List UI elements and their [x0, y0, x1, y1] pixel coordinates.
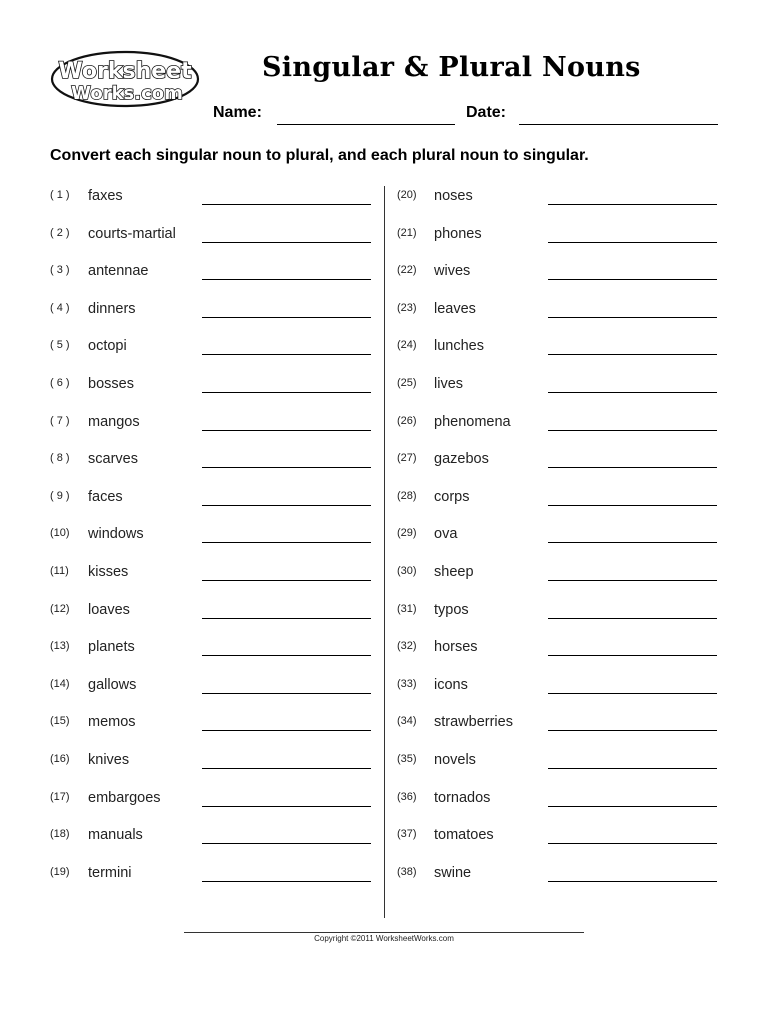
question-number: (21): [397, 226, 417, 239]
answer-line[interactable]: [202, 467, 371, 468]
question-word: antennae: [88, 263, 149, 280]
question-word: faxes: [88, 188, 123, 204]
answer-line[interactable]: [202, 392, 371, 393]
answer-line[interactable]: [202, 881, 371, 882]
question-number: ( 5 ): [50, 339, 70, 352]
answer-line[interactable]: [548, 204, 717, 205]
answer-line[interactable]: [202, 317, 371, 318]
answer-line[interactable]: [548, 806, 717, 807]
question-word: octopi: [88, 338, 127, 355]
column-divider: [384, 186, 385, 918]
copyright-text: Copyright ©2011 WorksheetWorks.com: [314, 934, 454, 943]
question-word: knives: [88, 752, 130, 768]
question-word: horses: [434, 639, 478, 656]
question-number: (11): [50, 565, 69, 577]
answer-line[interactable]: [548, 392, 717, 393]
answer-line[interactable]: [202, 430, 371, 431]
question-number: (33): [397, 677, 417, 690]
date-label: Date:: [466, 104, 507, 121]
answer-line[interactable]: [548, 655, 717, 656]
answer-line[interactable]: [202, 354, 371, 355]
question-number: (37): [397, 828, 417, 841]
question-number: (16): [50, 753, 70, 765]
question-word: faces: [88, 488, 123, 505]
answer-line[interactable]: [202, 279, 371, 280]
question-word: lives: [434, 376, 464, 392]
question-number: (19): [50, 865, 70, 878]
answer-line[interactable]: [202, 806, 371, 807]
answer-line[interactable]: [548, 881, 717, 882]
answer-line[interactable]: [202, 768, 371, 769]
answer-line[interactable]: [548, 354, 717, 355]
question-word: scarves: [88, 451, 138, 468]
worksheetworks-logo: [50, 50, 200, 108]
question-word: windows: [88, 526, 144, 543]
answer-line[interactable]: [202, 730, 371, 731]
footer-rule: [184, 932, 584, 933]
answer-line[interactable]: [548, 843, 717, 844]
question-word: corps: [434, 488, 470, 505]
question-number: (22): [397, 264, 417, 277]
question-number: (23): [397, 301, 417, 314]
question-word: typos: [434, 601, 469, 618]
question-word: phones: [434, 225, 482, 242]
question-word: ova: [434, 526, 458, 543]
question-word: courts-martial: [88, 225, 176, 242]
answer-line[interactable]: [202, 542, 371, 543]
question-number: (30): [397, 565, 417, 577]
question-number: (14): [50, 677, 70, 690]
question-number: ( 1 ): [50, 189, 70, 201]
question-word: mangos: [88, 413, 140, 430]
question-number: (34): [397, 715, 417, 728]
question-word: loaves: [88, 601, 130, 618]
answer-line[interactable]: [548, 317, 717, 318]
question-number: (13): [50, 640, 70, 653]
question-number: (36): [397, 790, 417, 803]
instructions: Convert each singular noun to plural, and each plural noun to singular.: [50, 147, 589, 164]
answer-line[interactable]: [548, 542, 717, 543]
question-word: kisses: [88, 564, 129, 580]
question-word: icons: [434, 676, 468, 693]
question-number: ( 7 ): [50, 414, 70, 427]
question-word: noses: [434, 188, 473, 204]
page-title: Singular & Plural Nouns: [262, 52, 641, 83]
answer-line[interactable]: [548, 730, 717, 731]
question-number: (29): [397, 527, 417, 540]
question-word: phenomena: [434, 413, 511, 430]
question-number: ( 8 ): [50, 452, 70, 465]
answer-line[interactable]: [548, 768, 717, 769]
question-number: (10): [50, 527, 70, 540]
answer-line[interactable]: [548, 430, 717, 431]
name-field[interactable]: [277, 124, 455, 125]
answer-line[interactable]: [202, 580, 371, 581]
logo-line2: Works.com: [71, 83, 183, 104]
question-number: (17): [50, 790, 70, 803]
question-number: ( 2 ): [50, 226, 70, 239]
date-field[interactable]: [519, 124, 718, 125]
answer-line[interactable]: [548, 505, 717, 506]
question-number: (15): [50, 715, 70, 728]
question-word: lunches: [434, 338, 484, 355]
question-word: embargoes: [88, 789, 161, 806]
question-number: ( 4 ): [50, 301, 70, 314]
answer-line[interactable]: [202, 204, 371, 205]
question-word: planets: [88, 639, 135, 656]
question-word: dinners: [88, 300, 136, 317]
logo-line1: Worksheet: [58, 59, 192, 84]
answer-line[interactable]: [548, 618, 717, 619]
question-number: ( 3 ): [50, 264, 70, 277]
answer-line[interactable]: [548, 242, 717, 243]
question-number: (31): [397, 602, 417, 615]
question-number: (35): [397, 753, 417, 765]
question-word: gallows: [88, 676, 137, 693]
question-word: termini: [88, 864, 132, 881]
question-number: (12): [50, 602, 70, 615]
question-word: bosses: [88, 376, 134, 392]
question-word: tomatoes: [434, 827, 494, 844]
answer-line[interactable]: [202, 693, 371, 694]
question-number: (27): [397, 452, 417, 465]
question-word: gazebos: [434, 451, 489, 468]
answer-line[interactable]: [202, 843, 371, 844]
question-word: memos: [88, 714, 136, 731]
question-number: (32): [397, 640, 417, 653]
question-number: ( 9 ): [50, 489, 70, 502]
answer-line[interactable]: [548, 693, 717, 694]
answer-line[interactable]: [202, 618, 371, 619]
question-number: (38): [397, 865, 417, 878]
question-number: (25): [397, 377, 417, 389]
question-word: novels: [434, 752, 476, 768]
question-number: (28): [397, 489, 417, 502]
question-word: swine: [434, 864, 472, 881]
question-number: (24): [397, 339, 417, 352]
question-word: wives: [434, 263, 471, 280]
answer-line[interactable]: [548, 467, 717, 468]
question-number: (20): [397, 189, 417, 201]
question-word: leaves: [434, 300, 476, 317]
question-word: manuals: [88, 827, 143, 844]
answer-line[interactable]: [202, 655, 371, 656]
answer-line[interactable]: [548, 279, 717, 280]
answer-line[interactable]: [548, 580, 717, 581]
question-word: strawberries: [434, 714, 513, 731]
question-word: tornados: [434, 789, 491, 806]
question-word: sheep: [434, 564, 474, 580]
question-number: (18): [50, 828, 70, 841]
question-number: (26): [397, 414, 417, 427]
question-number: ( 6 ): [50, 377, 70, 389]
name-label: Name:: [213, 104, 262, 121]
answer-line[interactable]: [202, 505, 371, 506]
answer-line[interactable]: [202, 242, 371, 243]
